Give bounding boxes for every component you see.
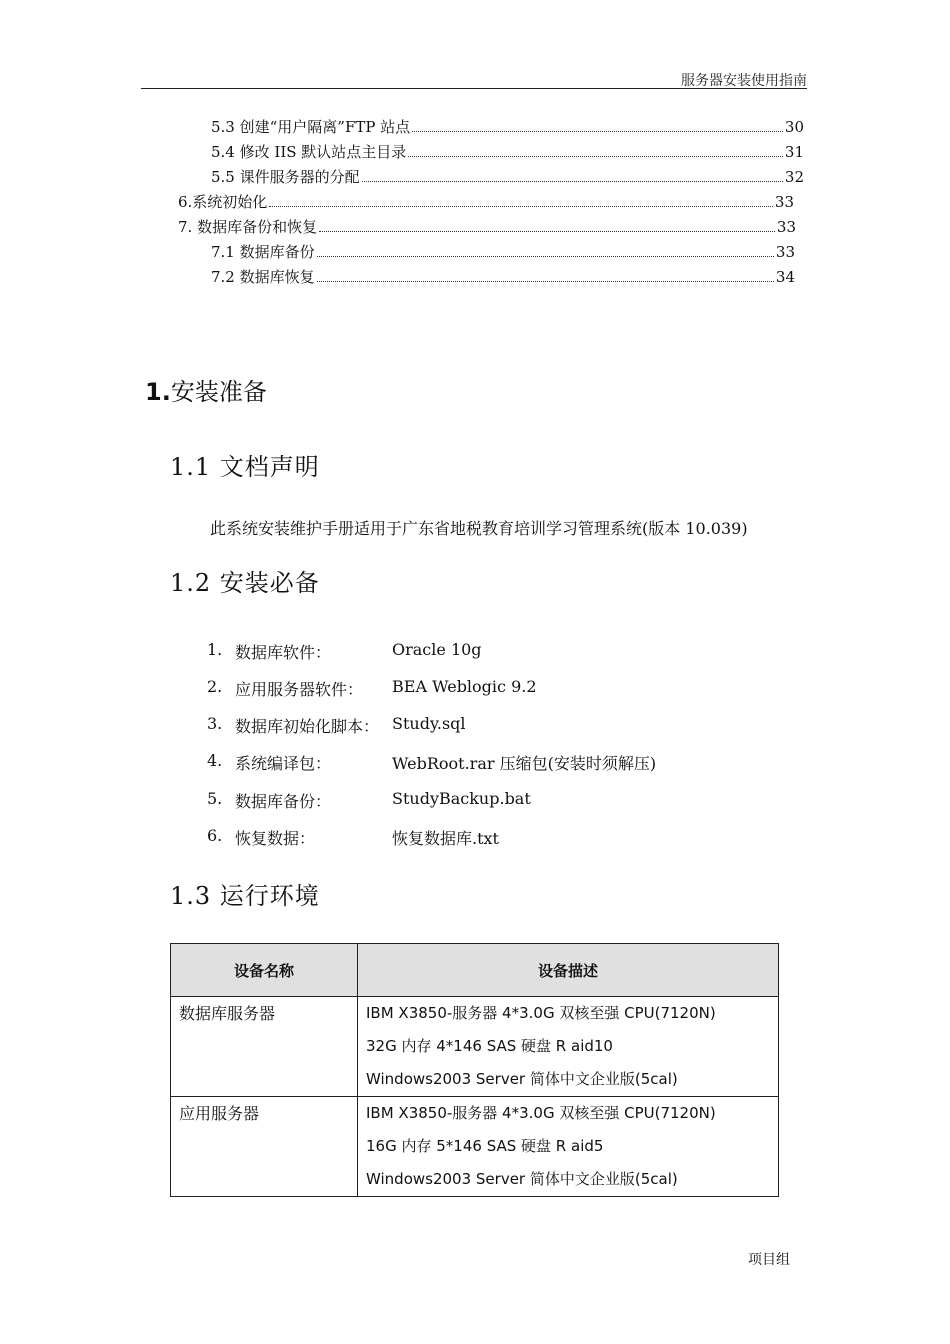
description-line: IBM X3850-服务器 4*3.0G 双核至强 CPU(7120N) xyxy=(366,1104,716,1122)
device-description-cell xyxy=(358,1097,779,1197)
requirement-label: 数据库初始化脚本： xyxy=(235,717,380,736)
toc-leader xyxy=(317,269,774,282)
toc-entry-title: 7.1 数据库备份 xyxy=(211,243,315,261)
requirement-number: 1. xyxy=(207,640,223,659)
requirement-value: StudyBackup.bat xyxy=(392,789,531,808)
requirement-value: Oracle 10g xyxy=(392,640,482,659)
toc-entry-title: 7.2 数据库恢复 xyxy=(211,268,315,286)
device-name-cell: 应用服务器 xyxy=(171,1097,358,1197)
toc-entry-page: 30 xyxy=(784,118,804,136)
toc-entry[interactable] xyxy=(178,191,794,213)
section-1-number: 1. xyxy=(145,378,171,406)
page-footer: 项目组 xyxy=(748,1252,790,1268)
section-1-heading xyxy=(145,372,267,407)
environment-table xyxy=(170,943,779,1197)
toc-entry-page: 34 xyxy=(775,268,795,286)
description-line: Windows2003 Server 简体中文企业版(5cal) xyxy=(366,1070,678,1088)
toc-leader xyxy=(319,219,775,232)
description-line: Windows2003 Server 简体中文企业版(5cal) xyxy=(366,1170,678,1188)
requirement-label: 数据库软件： xyxy=(235,643,332,662)
requirement-label: 系统编译包： xyxy=(235,754,332,773)
column-header: 设备描述 xyxy=(358,944,779,997)
toc-entry-title: 5.4 修改 IIS 默认站点主目录 xyxy=(211,143,407,161)
document-statement: 此系统安装维护手册适用于广东省地税教育培训学习管理系统(版本 10.039) xyxy=(210,519,748,538)
toc-leader xyxy=(317,244,774,257)
toc-entry[interactable] xyxy=(211,116,804,138)
toc-entry-page: 31 xyxy=(784,143,804,161)
toc-entry-page: 33 xyxy=(774,193,794,211)
description-line: 16G 内存 5*146 SAS 硬盘 R aid5 xyxy=(366,1137,604,1155)
requirement-number: 2. xyxy=(207,677,223,696)
device-name-cell: 数据库服务器 xyxy=(171,997,358,1097)
toc-entry-title: 5.5 课件服务器的分配 xyxy=(211,168,360,186)
toc-entry-page: 33 xyxy=(776,218,796,236)
page-header-title: 服务器安装使用指南 xyxy=(681,73,807,89)
toc-entry[interactable] xyxy=(211,266,795,288)
section-1-title: 安装准备 xyxy=(170,378,267,406)
requirement-number: 5. xyxy=(207,789,223,808)
column-header: 设备名称 xyxy=(171,944,358,997)
description-line: 32G 内存 4*146 SAS 硬盘 R aid10 xyxy=(366,1037,613,1055)
requirement-value: 恢复数据库.txt xyxy=(392,829,499,848)
header-rule xyxy=(141,88,807,89)
device-description-cell xyxy=(358,997,779,1097)
requirement-label: 数据库备份： xyxy=(235,792,332,811)
toc-entry[interactable] xyxy=(211,141,804,163)
requirement-label: 恢复数据： xyxy=(235,829,316,848)
table-row xyxy=(171,997,779,1097)
toc-entry-title: 7. 数据库备份和恢复 xyxy=(178,218,318,236)
toc-entry-title: 5.3 创建“用户隔离”FTP 站点 xyxy=(211,118,411,136)
toc-entry[interactable] xyxy=(178,216,796,238)
section-1-3-heading: 1.3 运行环境 xyxy=(170,882,320,910)
toc-leader xyxy=(362,169,783,182)
requirement-number: 4. xyxy=(207,751,223,770)
description-line: IBM X3850-服务器 4*3.0G 双核至强 CPU(7120N) xyxy=(366,1004,716,1022)
table-header-row xyxy=(171,944,779,997)
requirement-value: WebRoot.rar 压缩包(安装时须解压) xyxy=(392,754,657,773)
toc-entry[interactable] xyxy=(211,241,795,263)
section-1-2-heading: 1.2 安装必备 xyxy=(170,569,320,597)
requirement-label: 应用服务器软件： xyxy=(235,680,364,699)
requirement-value: BEA Weblogic 9.2 xyxy=(392,677,537,696)
toc-leader xyxy=(269,194,773,207)
table-row xyxy=(171,1097,779,1197)
toc-entry-title: 6.系统初始化 xyxy=(178,193,268,211)
toc-entry[interactable] xyxy=(211,166,804,188)
toc-leader xyxy=(412,119,783,132)
section-1-1-heading: 1.1 文档声明 xyxy=(170,453,320,481)
toc-entry-page: 32 xyxy=(784,168,804,186)
requirement-value: Study.sql xyxy=(392,714,466,733)
toc-entry-page: 33 xyxy=(775,243,795,261)
toc-leader xyxy=(408,144,783,157)
requirement-number: 3. xyxy=(207,714,223,733)
requirement-number: 6. xyxy=(207,826,223,845)
